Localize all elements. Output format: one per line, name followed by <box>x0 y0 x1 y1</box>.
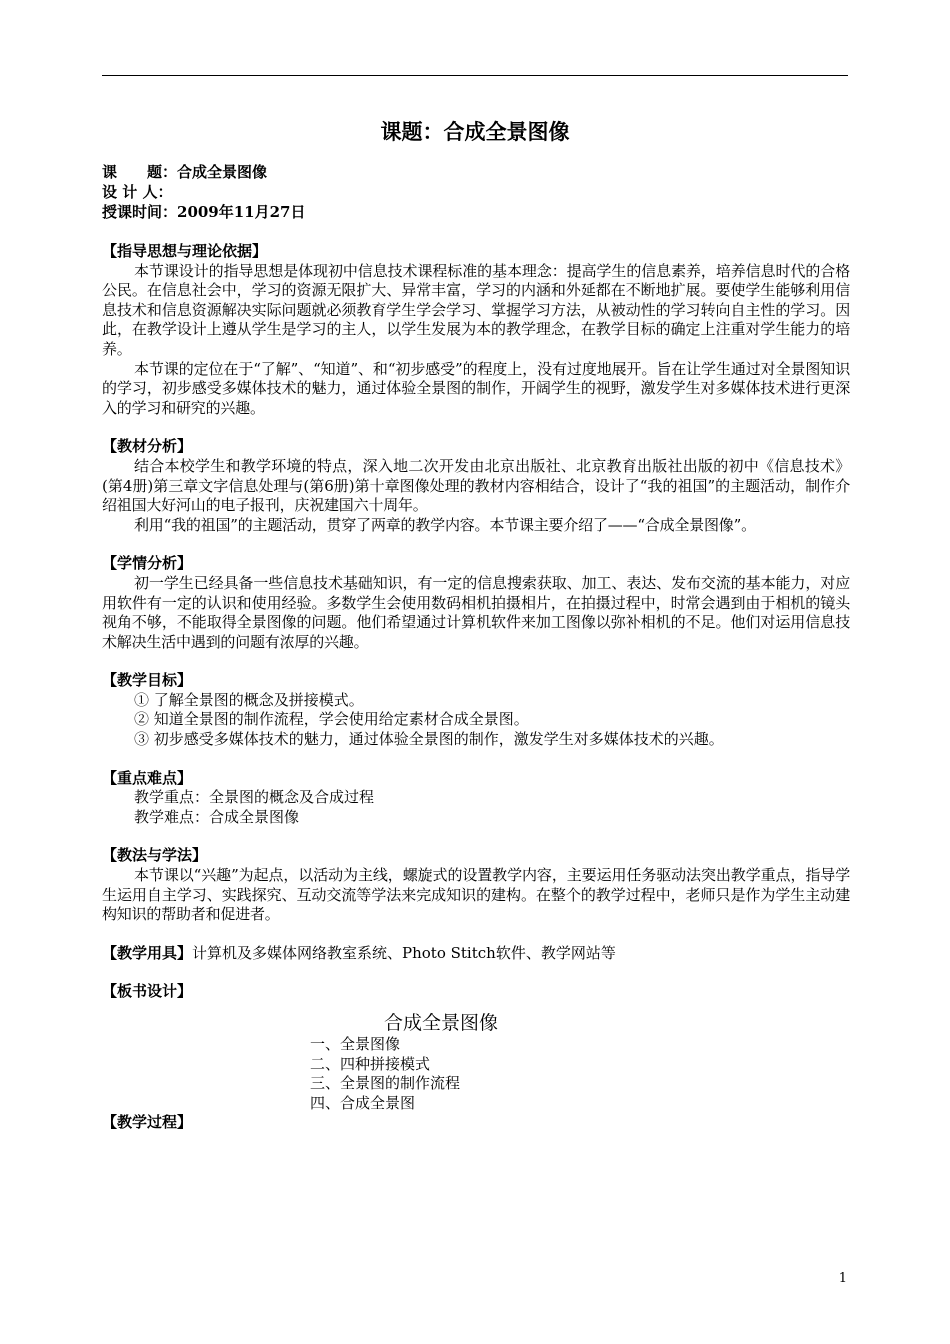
section-heading: 【重点难点】 <box>102 768 193 787</box>
section-learners <box>102 554 850 652</box>
board-title: 合成全景图像 <box>383 1012 498 1034</box>
section-heading: 【教学用具】 <box>102 943 193 962</box>
board-item: 四、合成全景图 <box>310 1093 416 1112</box>
paragraph: 利用“我的祖国”的主题活动，贯穿了两章的教学内容。本节课主要介绍了——“合成全景图像”。 <box>134 515 756 534</box>
section-guide <box>102 242 850 418</box>
goal-item: ③ 初步感受多媒体技术的魅力，通过体验全景图的制作，激发学生对多媒体技术的兴趣。 <box>134 730 724 749</box>
keypoint-item: 教学难点：合成全景图像 <box>134 807 300 826</box>
section-methods <box>102 846 850 924</box>
goal-item: ② 知道全景图的制作流程，学会使用给定素材合成全景图。 <box>134 710 529 729</box>
section-heading: 【板书设计】 <box>102 982 193 1001</box>
section-heading: 【教法与学法】 <box>102 846 208 865</box>
meta-date: 授课时间：2009年11月27日 <box>102 203 306 221</box>
tools-text: 计算机及多媒体网络教室系统、Photo Stitch软件、教学网站等 <box>192 943 616 962</box>
section-heading: 【指导思想与理论依据】 <box>102 242 268 260</box>
page-number: 1 <box>838 1271 847 1286</box>
lesson-meta <box>102 162 306 222</box>
section-heading: 【教材分析】 <box>102 437 193 456</box>
meta-designer: 设 计 人： <box>102 183 173 201</box>
section-heading: 【教学过程】 <box>102 1113 193 1132</box>
paragraph: 本节课的定位在于“了解”、“知道”、和“初步感受”的程度上，没有过度地展开。旨在让学生通过对全景图知识的学习，初步感受多媒体技术的魅力，通过体验全景图的制作，开阔学生的视野，激发学生对多媒体技术进行更深入的学习和研究的兴趣。 <box>102 359 850 417</box>
keypoint-item: 教学重点：全景图的概念及合成过程 <box>134 788 375 807</box>
section-tools <box>102 944 850 964</box>
paragraph: 结合本校学生和教学环境的特点，深入地二次开发由北京出版社、北京教育出版社出版的初中《信息技术》(第4册)第三章文字信息处理与(第6册)第十章图像处理的教材内容相结合，设计了“我的祖国”的主题活动，制作介绍祖国大好河山的电子报刊，庆祝建国六十周年。 <box>102 456 850 515</box>
goal-item: ① 了解全景图的概念及拼接模式。 <box>134 690 364 709</box>
board-item: 二、四种拼接模式 <box>310 1054 431 1073</box>
document-body <box>102 242 850 1152</box>
section-keypoints <box>102 769 850 828</box>
section-heading: 【学情分析】 <box>102 554 193 573</box>
section-process <box>102 1113 850 1133</box>
paragraph: 本节课设计的指导思想是体现初中信息技术课程标准的基本理念：提高学生的信息素养，培养信息时代的合格公民。在信息社会中，学习的资源无限扩大、异常丰富，学习的内涵和外延都在不断地扩展。要使学生能够利用信息技术和信息资源解决实际问题就必须教育学生学会学习、掌握学习方法，从被动性的学习转向自主性的学习。因此，在教学设计上遵从学生是学习的主人，以学生发展为本的教学理念，在教学目标的确定上注重对学生能力的培养。 <box>102 261 850 358</box>
document-title: 课题：合成全景图像 <box>380 120 570 144</box>
board-item: 三、全景图的制作流程 <box>310 1074 461 1093</box>
section-heading: 【教学目标】 <box>102 671 193 690</box>
board-item: 一、全景图像 <box>310 1035 401 1053</box>
paragraph: 初一学生已经具备一些信息技术基础知识，有一定的信息搜索获取、加工、表达、发布交流的基本能力，对应用软件有一定的认识和使用经验。多数学生会使用数码相机拍摄相片，在拍摄过程中，时常会遇到由于相机的镜头视角不够，不能取得全景图像的问题。他们希望通过计算机软件来加工图像以弥补相机的不足。他们对运用信息技术解决生活中遇到的问题有浓厚的兴趣。 <box>102 573 850 651</box>
meta-topic: 课 题：合成全景图像 <box>102 163 268 181</box>
header-rule <box>102 75 848 76</box>
section-board <box>102 982 850 1113</box>
paragraph: 本节课以“兴趣”为起点，以活动为主线，螺旋式的设置教学内容，主要运用任务驱动法突出教学重点，指导学生运用自主学习、实践探究、互动交流等学法来完成知识的建构。在整个的教学过程中，老师只是作为学生主动建构知识的帮助者和促进者。 <box>102 866 850 924</box>
section-goals <box>102 671 850 749</box>
section-material <box>102 437 850 535</box>
